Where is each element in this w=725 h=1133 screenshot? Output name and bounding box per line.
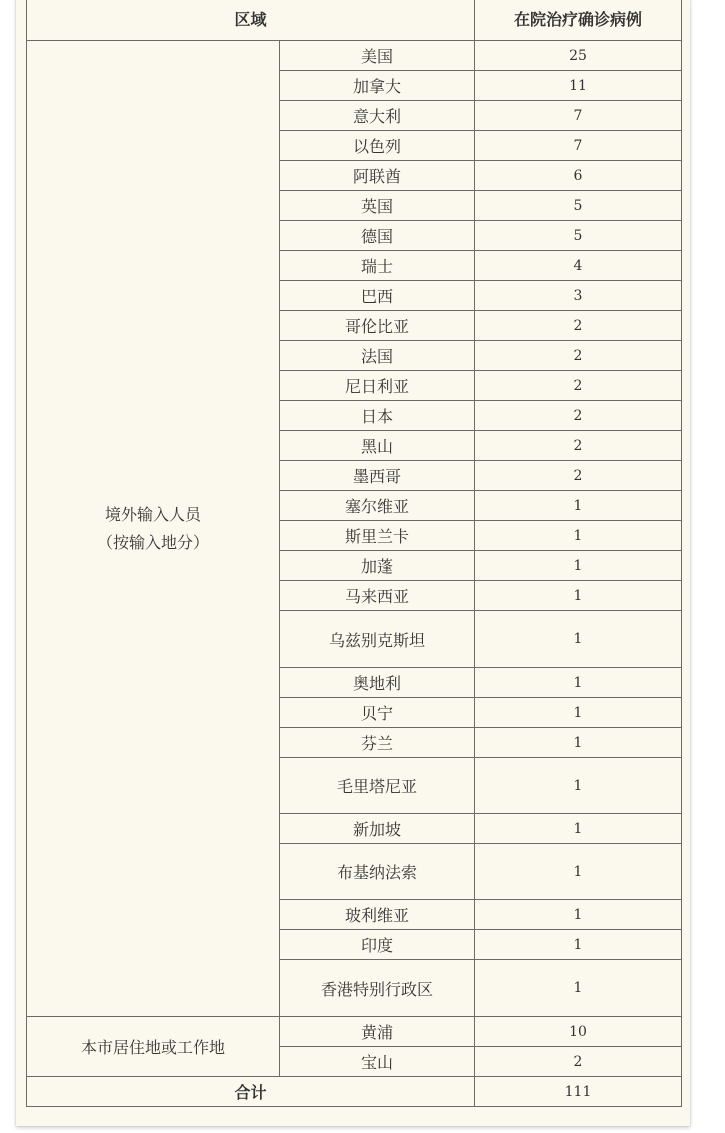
count-cell: 5 [475, 191, 682, 221]
count-cell: 5 [475, 221, 682, 251]
place-cell: 印度 [280, 930, 475, 960]
total-row [27, 1077, 682, 1107]
count-cell: 1 [475, 930, 682, 960]
place-cell: 尼日利亚 [280, 371, 475, 401]
count-cell: 2 [475, 341, 682, 371]
place-cell: 加蓬 [280, 551, 475, 581]
count-cell: 1 [475, 900, 682, 930]
place-cell: 奥地利 [280, 668, 475, 698]
place-cell: 新加坡 [280, 814, 475, 844]
count-cell: 2 [475, 461, 682, 491]
place-cell: 阿联酋 [280, 161, 475, 191]
place-cell: 墨西哥 [280, 461, 475, 491]
count-cell: 1 [475, 581, 682, 611]
total-label: 合计 [27, 1077, 475, 1107]
table-row [27, 1017, 682, 1047]
place-cell: 香港特别行政区 [280, 960, 475, 1017]
place-cell: 巴西 [280, 281, 475, 311]
count-cell: 1 [475, 814, 682, 844]
place-cell: 法国 [280, 341, 475, 371]
header-cases: 在院治疗确诊病例 [475, 0, 682, 41]
place-cell: 布基纳法索 [280, 844, 475, 900]
count-cell: 1 [475, 698, 682, 728]
count-cell: 25 [475, 41, 682, 71]
total-count: 111 [475, 1077, 682, 1107]
place-cell: 瑞士 [280, 251, 475, 281]
count-cell: 1 [475, 668, 682, 698]
place-cell: 德国 [280, 221, 475, 251]
place-cell: 毛里塔尼亚 [280, 758, 475, 814]
group-overseas-line2: （按输入地分） [96, 532, 209, 552]
group-overseas [27, 41, 280, 1017]
count-cell: 2 [475, 311, 682, 341]
count-cell: 1 [475, 611, 682, 668]
count-cell: 2 [475, 431, 682, 461]
place-cell: 黄浦 [280, 1017, 475, 1047]
table-body [27, 41, 682, 1107]
place-cell: 英国 [280, 191, 475, 221]
header-region: 区域 [27, 0, 475, 41]
place-cell: 美国 [280, 41, 475, 71]
count-cell: 1 [475, 844, 682, 900]
count-cell: 1 [475, 758, 682, 814]
cases-table [26, 0, 682, 1107]
count-cell: 1 [475, 728, 682, 758]
place-cell: 意大利 [280, 101, 475, 131]
table-header-row [27, 0, 682, 41]
place-cell: 黑山 [280, 431, 475, 461]
place-cell: 塞尔维亚 [280, 491, 475, 521]
place-cell: 以色列 [280, 131, 475, 161]
group-local: 本市居住地或工作地 [27, 1017, 280, 1077]
place-cell: 玻利维亚 [280, 900, 475, 930]
place-cell: 加拿大 [280, 71, 475, 101]
count-cell: 2 [475, 401, 682, 431]
count-cell: 1 [475, 521, 682, 551]
count-cell: 3 [475, 281, 682, 311]
count-cell: 7 [475, 101, 682, 131]
count-cell: 11 [475, 71, 682, 101]
count-cell: 1 [475, 551, 682, 581]
count-cell: 6 [475, 161, 682, 191]
place-cell: 日本 [280, 401, 475, 431]
count-cell: 2 [475, 1047, 682, 1077]
place-cell: 宝山 [280, 1047, 475, 1077]
place-cell: 贝宁 [280, 698, 475, 728]
count-cell: 10 [475, 1017, 682, 1047]
count-cell: 1 [475, 491, 682, 521]
group-overseas-line1: 境外输入人员 [104, 504, 201, 524]
count-cell: 7 [475, 131, 682, 161]
count-cell: 2 [475, 371, 682, 401]
table-row [27, 41, 682, 71]
place-cell: 乌兹别克斯坦 [280, 611, 475, 668]
place-cell: 哥伦比亚 [280, 311, 475, 341]
place-cell: 芬兰 [280, 728, 475, 758]
place-cell: 斯里兰卡 [280, 521, 475, 551]
place-cell: 马来西亚 [280, 581, 475, 611]
count-cell: 1 [475, 960, 682, 1017]
count-cell: 4 [475, 251, 682, 281]
